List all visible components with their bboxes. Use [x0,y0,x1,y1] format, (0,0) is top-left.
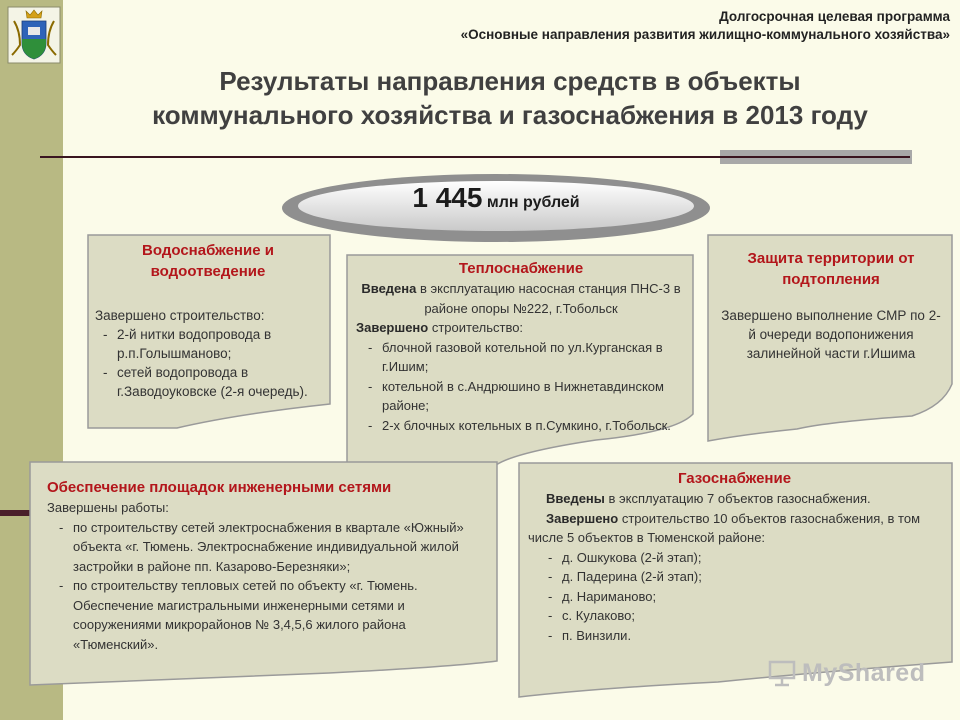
water-title [95,240,321,282]
gas-para-2-text: строительство 10 объектов газоснабжения, в том числе 5 объектов в Тюменской районе: [528,510,921,545]
heat-title: Теплоснабжение [458,260,584,277]
myshared-watermark [768,656,928,690]
heat-done [356,318,686,338]
list-item: - д. Нариманово; [540,587,941,607]
page-title-line-2: коммунального хозяйства и газоснабжения в 2013 году [152,100,868,130]
protect-title-line-2: подтопления [782,271,880,288]
gas-para-1 [528,489,941,509]
list-item: - 2-й нитки водопровода в р.п.Голышманово; [95,325,321,363]
water-supply-card [87,234,331,430]
water-list [95,325,321,401]
gas-list [528,548,941,646]
engineering-list [47,518,490,655]
list-item: - сетей водопровода в г.Заводоуковске (2-я очередь). [95,363,321,401]
gas-para-2 [528,509,941,548]
coat-of-arms-icon [6,5,62,65]
program-line-1: Долгосрочная целевая программа [719,9,950,24]
page-title [70,64,950,132]
engineering-title: Обеспечение площадок инженерными сетями [47,479,392,496]
heat-intro [356,279,686,318]
list-item: - 2-х блочных котельных в п.Сумкино, г.Тобольск. [360,416,686,436]
gas-para-2-bold: Завершено [546,510,619,526]
water-title-line-1: Водоснабжение и [142,242,274,259]
list-item: - д. Падерина (2-й этап); [540,567,941,587]
title-underline [40,156,910,158]
flood-protection-card [707,234,953,442]
protect-title [719,248,943,290]
total-amount-unit: млн рублей [486,194,580,211]
list-item: - котельной в с.Андрюшино в Нижнетавдинском районе; [360,377,686,416]
page-title-line-1: Результаты направления средств в объекты [219,66,801,96]
heat-done-bold: Завершено [356,320,429,335]
heat-done-text: строительство: [428,320,524,335]
list-item: - с. Кулаково; [540,606,941,626]
gas-title: Газоснабжение [677,470,792,487]
water-intro: Завершено строительство: [95,308,265,323]
list-item: - блочной газовой котельной по ул.Курганская в г.Ишим; [360,338,686,377]
heat-list [356,338,686,436]
list-item: - п. Винзили. [540,626,941,646]
gas-para-1-text: в эксплуатацию 7 объектов газоснабжения. [604,491,871,506]
water-title-line-2: водоотведение [150,263,266,280]
total-amount [280,182,712,214]
presentation-icon [768,659,796,687]
list-item: - по строительству тепловых сетей по объекту «г. Тюмень. Обеспечение магистральными инженерными сетями и сооружениями микрорайонов № 3,4,5,6 жилого района «Тюменский». [51,576,490,654]
heat-intro-bold: Введена [361,281,417,296]
list-item: - по строительству сетей электроснабжения в квартале «Южный» объекта «г. Тюмень. Электроснабжение индивидуальной жилой застройки в районе пп. Казарово-Березняки»; [51,518,490,577]
engineering-intro: Завершены работы: [47,500,169,515]
list-item: - д. Ошкукова (2-й этап); [540,548,941,568]
watermark-text: MyShared [802,658,926,687]
program-caption [461,8,950,44]
total-amount-value: 1 445 [412,182,483,213]
heat-supply-card [346,254,694,466]
heat-intro-text: в эксплуатацию насосная станция ПНС-3 в районе опоры №222, г.Тобольск [416,281,681,316]
protect-text: Завершено выполнение СМР по 2-й очереди водопонижения залинейной части г.Ишима [721,308,941,361]
program-line-2: «Основные направления развития жилищно-коммунального хозяйства» [460,27,950,42]
protect-title-line-1: Защита территории от [747,250,915,267]
engineering-networks-card [29,461,498,686]
gas-para-1-bold: Введены [546,491,605,506]
